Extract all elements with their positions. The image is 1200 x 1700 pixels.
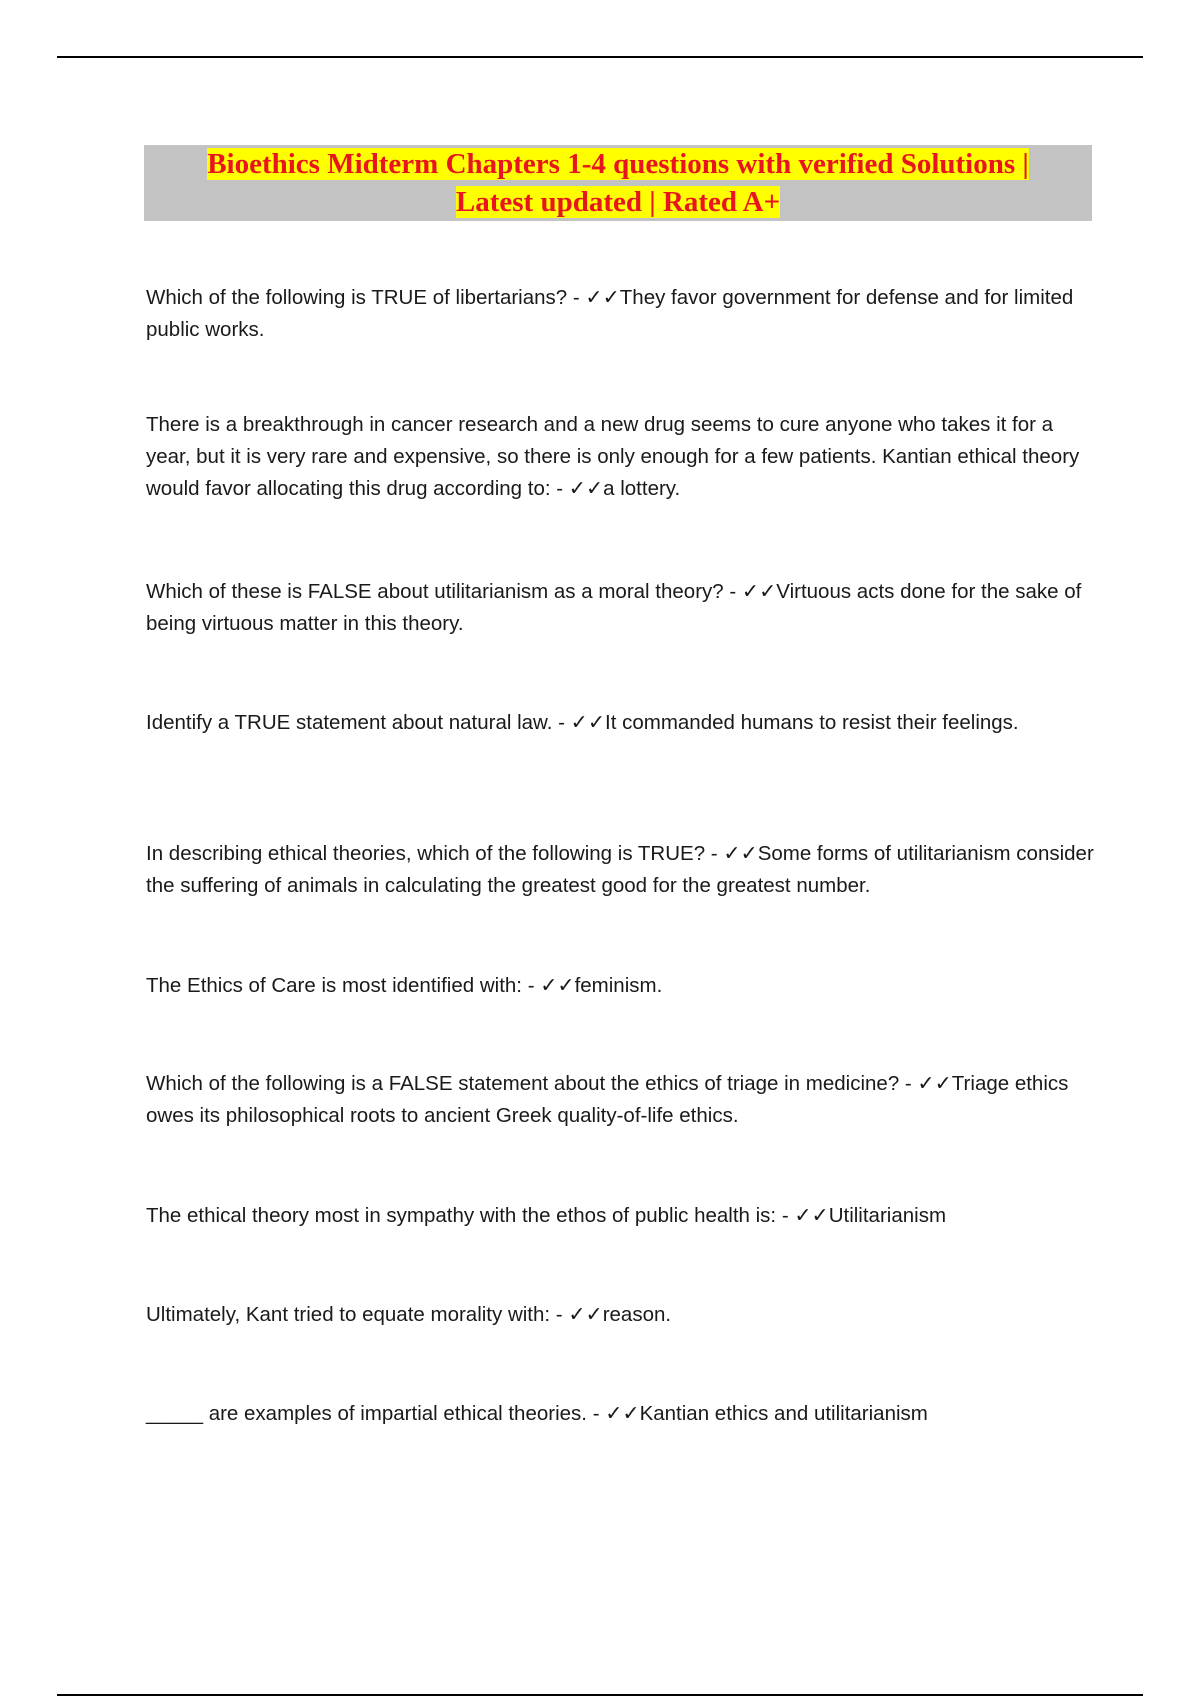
check-separator: - ✓✓: [776, 1204, 829, 1227]
qa-item: [146, 409, 1096, 505]
qa-item: [146, 282, 1096, 346]
answer-text: It commanded humans to resist their feelings.: [605, 711, 1019, 734]
answer-text: Some forms of utilitarianism consider the suffering of animals in calculating the greatest good for the greatest number.: [146, 842, 1094, 897]
answer-text: Triage ethics owes its philosophical roots to ancient Greek quality-of-life ethics.: [146, 1072, 1069, 1127]
check-separator: - ✓✓: [552, 711, 606, 734]
check-separator: - ✓✓: [723, 580, 777, 603]
check-separator: - ✓✓: [899, 1072, 952, 1095]
answer-text: Virtuous acts done for the sake of being virtuous matter in this theory.: [146, 580, 1082, 635]
check-separator: - ✓✓: [550, 1303, 603, 1326]
qa-item: [146, 970, 1096, 1002]
check-separator: - ✓✓: [522, 974, 575, 997]
check-separator: - ✓✓: [705, 842, 758, 865]
qa-item: [146, 838, 1096, 902]
question-text: The ethical theory most in sympathy with the ethos of public health is:: [146, 1204, 777, 1227]
qa-item: [146, 1068, 1096, 1132]
qa-item: [146, 1398, 1096, 1430]
qa-item: [146, 1299, 1096, 1331]
question-text: In describing ethical theories, which of the following is TRUE?: [146, 842, 706, 865]
qa-item: [146, 576, 1096, 640]
title-line-2: Latest updated | Rated A+: [455, 186, 781, 218]
check-separator: - ✓✓: [587, 1402, 640, 1425]
answer-text: feminism.: [574, 974, 663, 997]
question-text: There is a breakthrough in cancer research and a new drug seems to cure anyone who takes it for a year, but it is very rare and expensive, so there is only enough for a few patients. Kantian ethical theory would favor allocating this drug according to:: [146, 413, 1080, 500]
answer-text: Utilitarianism: [828, 1204, 947, 1227]
top-rule: [57, 56, 1143, 58]
title-line-1: Bioethics Midterm Chapters 1-4 questions with verified Solutions |: [207, 148, 1029, 180]
answer-text: Kantian ethics and utilitarianism: [639, 1402, 928, 1425]
qa-item: [146, 707, 1096, 739]
answer-text: a lottery.: [603, 477, 681, 500]
question-text: Ultimately, Kant tried to equate morality with:: [146, 1303, 551, 1326]
question-text: Identify a TRUE statement about natural law.: [146, 711, 553, 734]
question-text: _____ are examples of impartial ethical theories.: [146, 1402, 587, 1425]
title-banner: [144, 145, 1092, 221]
bottom-rule: [57, 1694, 1143, 1696]
answer-text: They favor government for defense and for limited public works.: [146, 286, 1074, 341]
answer-text: reason.: [602, 1303, 672, 1326]
question-text: Which of the following is a FALSE statement about the ethics of triage in medicine?: [146, 1072, 900, 1095]
check-separator: - ✓✓: [567, 286, 620, 309]
question-text: The Ethics of Care is most identified with:: [146, 974, 522, 997]
question-text: Which of the following is TRUE of libertarians?: [146, 286, 568, 309]
qa-item: [146, 1200, 1096, 1232]
question-text: Which of these is FALSE about utilitarianism as a moral theory?: [146, 580, 724, 603]
check-separator: - ✓✓: [550, 477, 604, 500]
